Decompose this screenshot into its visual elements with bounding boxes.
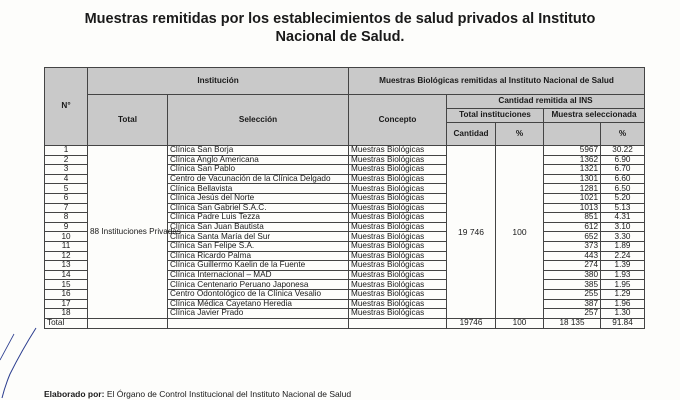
row-number: 17 <box>45 299 88 309</box>
sample-pct: 4.31 <box>601 213 645 223</box>
institution-name: Clínica Guillermo Kaelin de la Fuente <box>168 261 349 271</box>
sample-quantity: 1362 <box>544 155 601 165</box>
sample-quantity: 443 <box>544 251 601 261</box>
institution-name: Clínica Bellavista <box>168 184 349 194</box>
sample-quantity: 1021 <box>544 193 601 203</box>
sample-pct: 5.20 <box>601 193 645 203</box>
samples-table <box>44 67 645 329</box>
header-pct-total: % <box>496 123 544 146</box>
title-line-1: Muestras remitidas por los establecimientos de salud privados al Instituto <box>84 11 596 27</box>
institution-name: Clínica Médica Cayetano Heredia <box>168 299 349 309</box>
sample-pct: 1.29 <box>601 289 645 299</box>
header-cantidad: Cantidad <box>447 123 496 146</box>
sample-pct: 6.90 <box>601 155 645 165</box>
institution-name: Clínica Anglo Americana <box>168 155 349 165</box>
sample-quantity: 255 <box>544 289 601 299</box>
document-title <box>60 10 620 46</box>
sample-pct: 1.93 <box>601 270 645 280</box>
sample-quantity: 1281 <box>544 184 601 194</box>
sample-pct: 2.24 <box>601 251 645 261</box>
footer-note <box>44 389 351 399</box>
concepto-cell: Muestras Biológicas <box>349 299 447 309</box>
institution-name: Clínica Javier Prado <box>168 309 349 319</box>
sample-quantity: 380 <box>544 270 601 280</box>
totals-cantidad: 19746 <box>447 318 496 328</box>
sample-quantity: 385 <box>544 280 601 290</box>
sample-quantity: 5967 <box>544 146 601 156</box>
totals-row <box>45 318 645 328</box>
row-number: 18 <box>45 309 88 319</box>
sample-quantity: 851 <box>544 213 601 223</box>
institution-name: Clínica San Juan Bautista <box>168 222 349 232</box>
concepto-cell: Muestras Biológicas <box>349 261 447 271</box>
row-number: 5 <box>45 184 88 194</box>
header-qty-spacer <box>544 123 601 146</box>
concepto-cell: Muestras Biológicas <box>349 222 447 232</box>
row-number: 15 <box>45 280 88 290</box>
institution-name: Centro de Vacunación de la Clínica Delgado <box>168 174 349 184</box>
concepto-cell: Muestras Biológicas <box>349 309 447 319</box>
footer-label: Elaborado por: <box>44 389 105 399</box>
concepto-cell: Muestras Biológicas <box>349 184 447 194</box>
institution-name: Clínica San Borja <box>168 146 349 156</box>
sample-pct: 6.60 <box>601 174 645 184</box>
sample-pct: 1.96 <box>601 299 645 309</box>
header-total: Total <box>88 95 168 146</box>
footer-text: El Órgano de Control Institucional del Instituto Nacional de Salud <box>104 389 352 399</box>
totals-label: Total <box>45 318 88 328</box>
title-line-2: Nacional de Salud. <box>275 29 405 45</box>
row-number: 3 <box>45 165 88 175</box>
header-muestra-seleccionada: Muestra seleccionada <box>544 109 645 123</box>
sample-quantity: 1321 <box>544 165 601 175</box>
sample-quantity: 1301 <box>544 174 601 184</box>
concepto-cell: Muestras Biológicas <box>349 270 447 280</box>
institution-name: Clínica Jesús del Norte <box>168 193 349 203</box>
institution-name: Clínica San Gabriel S.A.C. <box>168 203 349 213</box>
institution-name: Clínica Padre Luis Tezza <box>168 213 349 223</box>
sample-quantity: 652 <box>544 232 601 242</box>
row-number: 6 <box>45 193 88 203</box>
row-number: 4 <box>45 174 88 184</box>
header-seleccion: Selección <box>168 95 349 146</box>
institution-name: Centro Odontológico de la Clínica Vesalio <box>168 289 349 299</box>
concepto-cell: Muestras Biológicas <box>349 280 447 290</box>
row-number: 2 <box>45 155 88 165</box>
sample-pct: 1.39 <box>601 261 645 271</box>
sample-pct: 1.95 <box>601 280 645 290</box>
institution-name: Clínica San Felipe S.A. <box>168 241 349 251</box>
table-body <box>45 146 645 329</box>
sample-quantity: 612 <box>544 222 601 232</box>
row-number: 13 <box>45 261 88 271</box>
institution-name: Clínica Ricardo Palma <box>168 251 349 261</box>
concepto-cell: Muestras Biológicas <box>349 165 447 175</box>
sample-quantity: 1013 <box>544 203 601 213</box>
concepto-cell: Muestras Biológicas <box>349 251 447 261</box>
row-number: 11 <box>45 241 88 251</box>
institution-name: Clínica Centenario Peruano Japonesa <box>168 280 349 290</box>
sample-pct: 6.70 <box>601 165 645 175</box>
sample-pct: 5.13 <box>601 203 645 213</box>
sample-quantity: 387 <box>544 299 601 309</box>
totals-pct: 100 <box>496 318 544 328</box>
group-cantidad: 19 746 <box>447 146 496 319</box>
totals-sel-pct: 91.84 <box>601 318 645 328</box>
institution-name: Clínica Internacional – MAD <box>168 270 349 280</box>
row-number: 10 <box>45 232 88 242</box>
sample-quantity: 257 <box>544 309 601 319</box>
sample-pct: 1.30 <box>601 309 645 319</box>
sample-pct: 3.10 <box>601 222 645 232</box>
totals-empty-1 <box>88 318 168 328</box>
header-concepto: Concepto <box>349 95 447 146</box>
header-n: N° <box>45 68 88 146</box>
table-row <box>45 146 645 156</box>
group-pct: 100 <box>496 146 544 319</box>
concepto-cell: Muestras Biológicas <box>349 155 447 165</box>
group-total-label: 88 Instituciones Privadas <box>88 146 168 319</box>
row-number: 16 <box>45 289 88 299</box>
institution-name: Clínica Santa María del Sur <box>168 232 349 242</box>
row-number: 8 <box>45 213 88 223</box>
totals-empty-2 <box>168 318 349 328</box>
concepto-cell: Muestras Biológicas <box>349 289 447 299</box>
sample-pct: 30.22 <box>601 146 645 156</box>
concepto-cell: Muestras Biológicas <box>349 232 447 242</box>
sample-pct: 6.50 <box>601 184 645 194</box>
row-number: 12 <box>45 251 88 261</box>
sample-pct: 3.30 <box>601 232 645 242</box>
header-cantidad-remitida: Cantidad remitida al INS <box>447 95 645 109</box>
row-number: 9 <box>45 222 88 232</box>
row-number: 1 <box>45 146 88 156</box>
sample-quantity: 373 <box>544 241 601 251</box>
institution-name: Clínica San Pablo <box>168 165 349 175</box>
concepto-cell: Muestras Biológicas <box>349 213 447 223</box>
header-total-instituciones: Total instituciones <box>447 109 544 123</box>
concepto-cell: Muestras Biológicas <box>349 241 447 251</box>
totals-empty-3 <box>349 318 447 328</box>
row-number: 14 <box>45 270 88 280</box>
concepto-cell: Muestras Biológicas <box>349 174 447 184</box>
sample-quantity: 274 <box>544 261 601 271</box>
header-pct-sel: % <box>601 123 645 146</box>
pen-stroke-mark <box>0 300 40 400</box>
totals-qty: 18 135 <box>544 318 601 328</box>
header-muestras: Muestras Biológicas remitidas al Instituto Nacional de Salud <box>349 68 645 95</box>
sample-pct: 1.89 <box>601 241 645 251</box>
concepto-cell: Muestras Biológicas <box>349 193 447 203</box>
row-number: 7 <box>45 203 88 213</box>
concepto-cell: Muestras Biológicas <box>349 146 447 156</box>
concepto-cell: Muestras Biológicas <box>349 203 447 213</box>
header-institucion: Institución <box>88 68 349 95</box>
